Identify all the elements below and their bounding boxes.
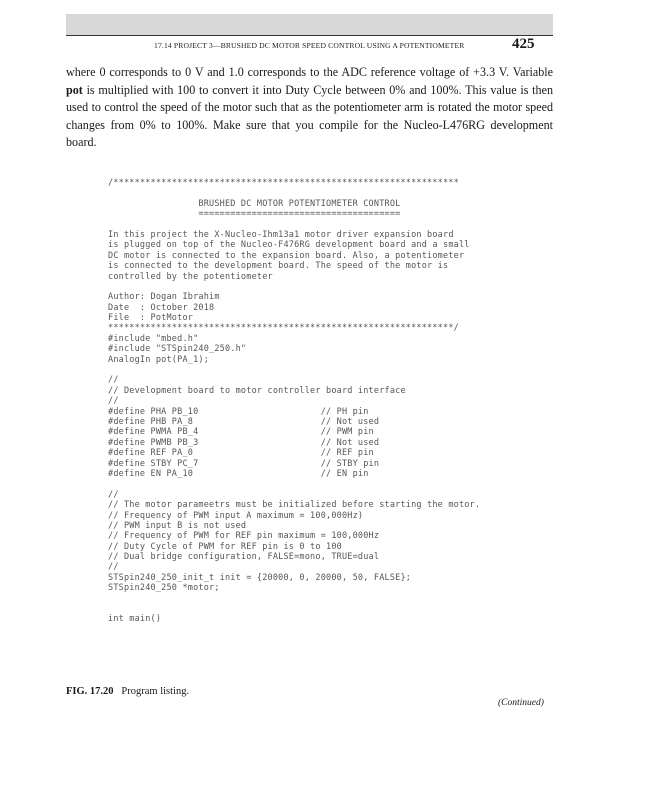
running-head: 17.14 PROJECT 3—BRUSHED DC MOTOR SPEED CONTROL USING A POTENTIOMETER — [154, 41, 465, 50]
code-line: // Development board to motor controller board interface — [108, 385, 406, 396]
body-line-1: where 0 corresponds to 0 V and 1.0 corresponds to the ADC reference voltage of +3.3 V. Variable — [66, 65, 553, 79]
figure-label: FIG. 17.20 — [66, 686, 114, 697]
code-line: In this project the X-Nucleo-Ihm13a1 motor driver expansion board — [108, 229, 454, 240]
code-line: // Frequency of PWM input A maximum = 100,000Hz) — [108, 510, 364, 521]
code-line: int main() — [108, 614, 162, 625]
code-line: is connected to the development board. The speed of the motor is — [108, 261, 449, 272]
figure-caption — [66, 686, 189, 697]
code-line: // Frequency of PWM for REF pin maximum = 100,000Hz — [108, 531, 380, 542]
code-line: STSpin240_250 *motor; — [108, 583, 220, 594]
code-line: // Duty Cycle of PWM for REF pin is 0 to 100 — [108, 541, 342, 552]
code-line: Date : October 2018 — [108, 302, 215, 313]
continued-note: (Continued) — [498, 698, 544, 708]
code-line: BRUSHED DC MOTOR POTENTIOMETER CONTROL — [108, 198, 401, 209]
code-line — [108, 365, 480, 375]
code-line: // — [108, 375, 119, 386]
code-line: is plugged on top of the Nucleo-F476RG development board and a small — [108, 240, 470, 251]
code-line: // The motor parameetrs must be initialized before starting the motor. — [108, 500, 481, 511]
body-paragraph — [66, 64, 553, 152]
code-line: /***************************************************************** — [108, 178, 459, 188]
code-line — [108, 282, 480, 292]
header-band — [66, 14, 553, 35]
code-line: #include "STSpin240_250.h" — [108, 344, 247, 355]
header-rule — [66, 35, 553, 36]
code-line: #define PHB PA_8 // Not used — [108, 416, 380, 427]
program-listing — [108, 178, 480, 625]
code-line: *****************************************************************/ — [108, 323, 459, 334]
code-line — [108, 188, 480, 198]
code-line: STSpin240_250_init_t init = {20000, 0, 20000, 50, FALSE}; — [108, 572, 412, 583]
code-line — [108, 220, 480, 230]
code-line: #define PWMB PB_3 // Not used — [108, 437, 380, 448]
code-line: File : PotMotor — [108, 313, 194, 324]
code-line: // PWM input B is not used — [108, 520, 247, 531]
code-line: Author: Dogan Ibrahim — [108, 292, 220, 303]
code-line: #define PHA PB_10 // PH pin — [108, 406, 369, 417]
code-line — [108, 479, 480, 489]
code-line: #define EN PA_10 // EN pin — [108, 468, 369, 479]
code-line: DC motor is connected to the expansion board. Also, a potentiometer — [108, 250, 465, 261]
code-line: #define REF PA_0 // REF pin — [108, 448, 374, 459]
code-line — [108, 604, 480, 614]
code-line: #include "mbed.h" — [108, 333, 199, 344]
code-line: // Dual bridge configuration, FALSE=mono, TRUE=dual — [108, 552, 380, 563]
code-line: ====================================== — [108, 209, 401, 220]
code-line: // — [108, 562, 119, 573]
code-line: #define PWMA PB_4 // PWM pin — [108, 427, 374, 438]
page-number: 425 — [512, 36, 535, 52]
code-line — [108, 594, 480, 604]
code-line: #define STBY PC_7 // STBY pin — [108, 458, 380, 469]
body-rest: is multiplied with 100 to convert it into Duty Cycle between 0% and 100%. This value is then used to control the speed of the motor such that as the potentiometer arm is rotated the motor speed changes from 0% to 100%. Make sure that you compile for the Nucleo-L476RG development board. — [66, 82, 553, 150]
code-line: // — [108, 489, 119, 500]
variable-pot: pot — [66, 82, 83, 97]
code-line: // — [108, 396, 119, 407]
code-line: controlled by the potentiometer — [108, 271, 273, 282]
figure-caption-text: Program listing. — [121, 686, 190, 697]
code-line: AnalogIn pot(PA_1); — [108, 354, 210, 365]
